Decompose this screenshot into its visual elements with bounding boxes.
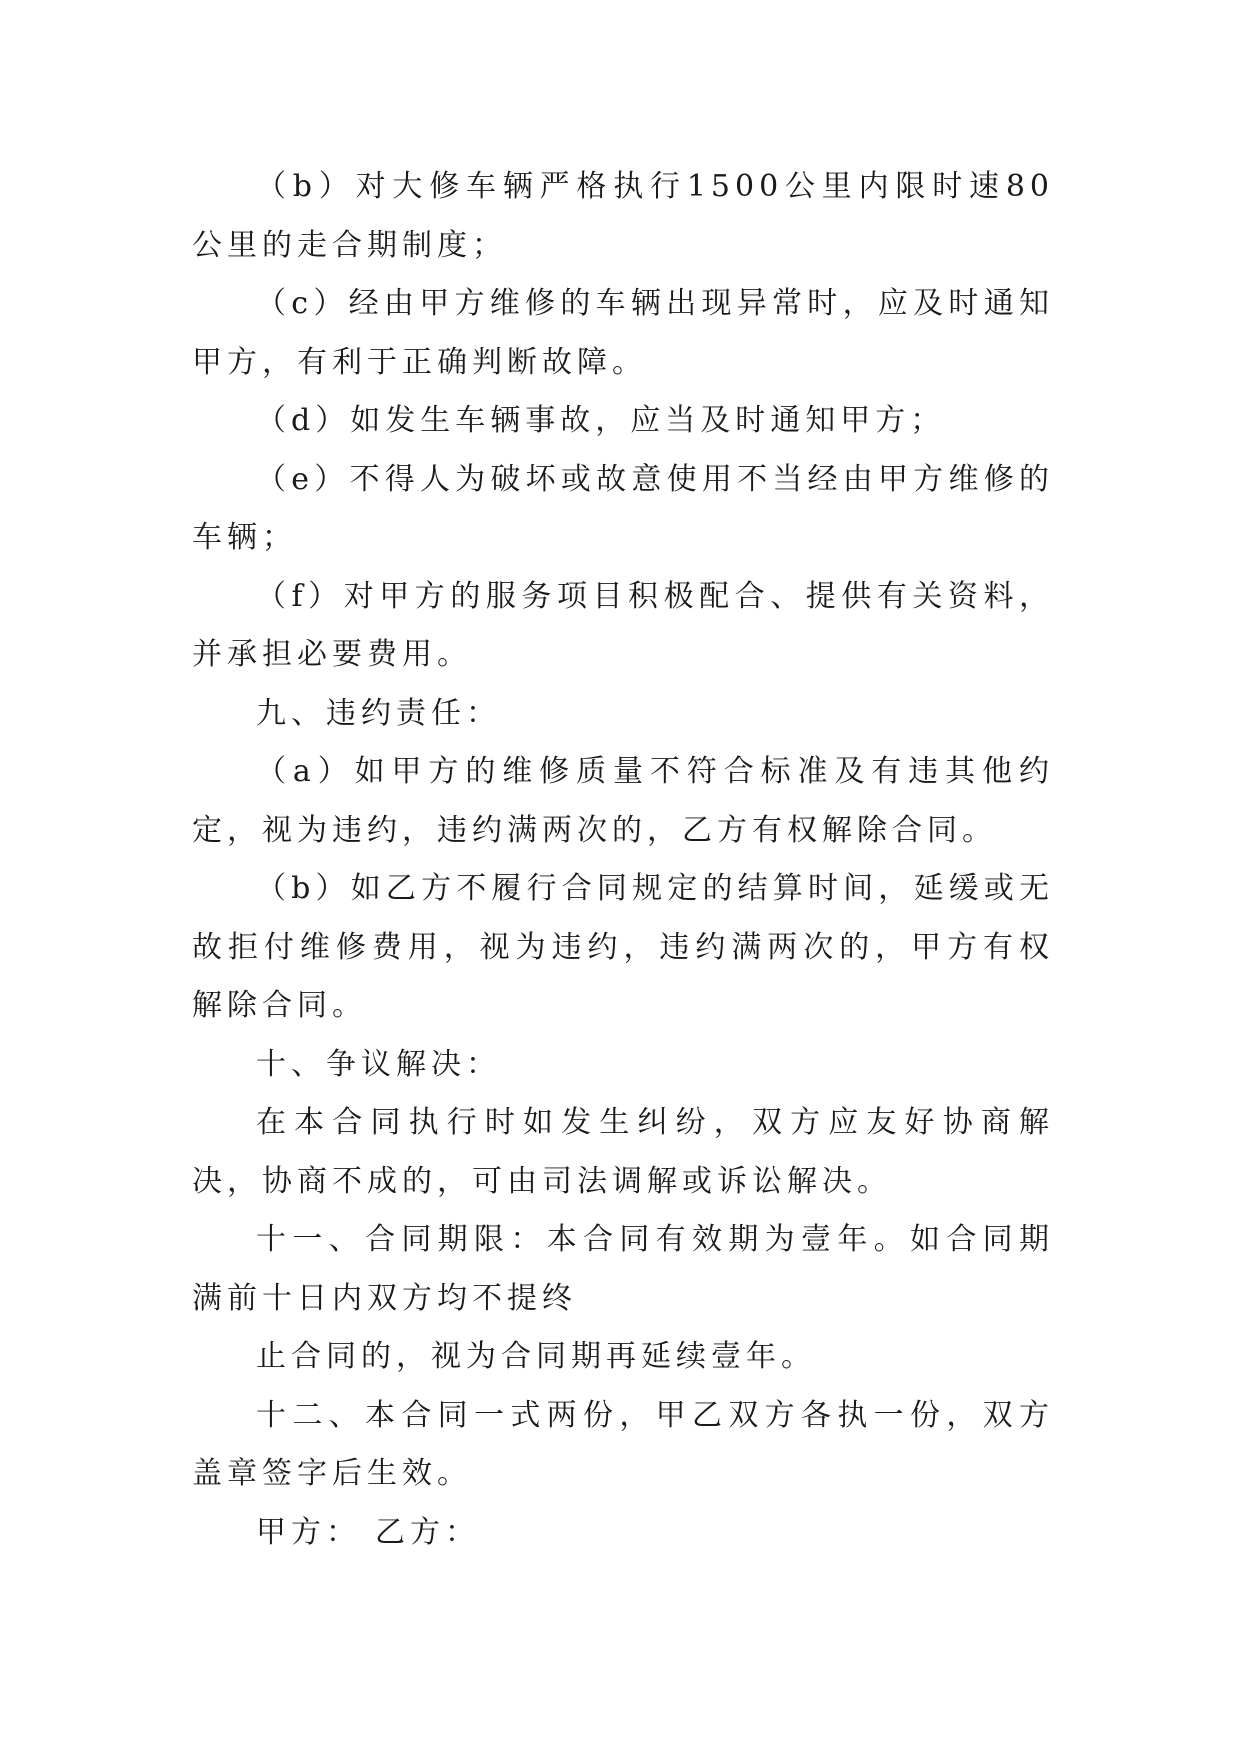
clause-8f: （f）对甲方的服务项目积极配合、提供有关资料，并承担必要费用。 bbox=[192, 578, 1054, 672]
party-b-label: 乙方： bbox=[375, 1514, 480, 1550]
section-heading-breach: 九、违约责任： bbox=[256, 695, 501, 731]
clause-11-term: 十一、合同期限：本合同有效期为壹年。如合同期满前十日内双方均不提终 bbox=[192, 1222, 1054, 1316]
clause-9b: （b）如乙方不履行合同规定的结算时间，延缓或无故拒付维修费用，视为违约，违约满两次的，甲方有权解除合同。 bbox=[192, 871, 1054, 1023]
clause-12-copies: 十二、本合同一式两份，甲乙双方各执一份，双方盖章签字后生效。 bbox=[192, 1397, 1054, 1491]
party-a-label: 甲方： bbox=[256, 1514, 361, 1550]
clause-8d: （d）如发生车辆事故，应当及时通知甲方； bbox=[256, 403, 946, 438]
clause-8e: （e）不得人为破坏或故意使用不当经由甲方维修的车辆； bbox=[192, 461, 1054, 555]
clause-10-body: 在本合同执行时如发生纠纷，双方应友好协商解决，协商不成的，可由司法调解或诉讼解决。 bbox=[192, 1105, 1054, 1199]
clause-8c: （c）经由甲方维修的车辆出现异常时，应及时通知甲方，有利于正确判断故障。 bbox=[192, 286, 1054, 380]
clause-8b: （b）对大修车辆严格执行1500公里内限时速80公里的走合期制度； bbox=[192, 169, 1054, 263]
signature-line bbox=[192, 1504, 1054, 1563]
document-page bbox=[192, 158, 1054, 1562]
clause-9a: （a）如甲方的维修质量不符合标准及有违其他约定，视为违约，违约满两次的，乙方有权解除合同。 bbox=[192, 754, 1054, 848]
clause-11-continued: 止合同的，视为合同期再延续壹年。 bbox=[256, 1339, 816, 1374]
section-heading-dispute: 十、争议解决： bbox=[256, 1046, 501, 1082]
